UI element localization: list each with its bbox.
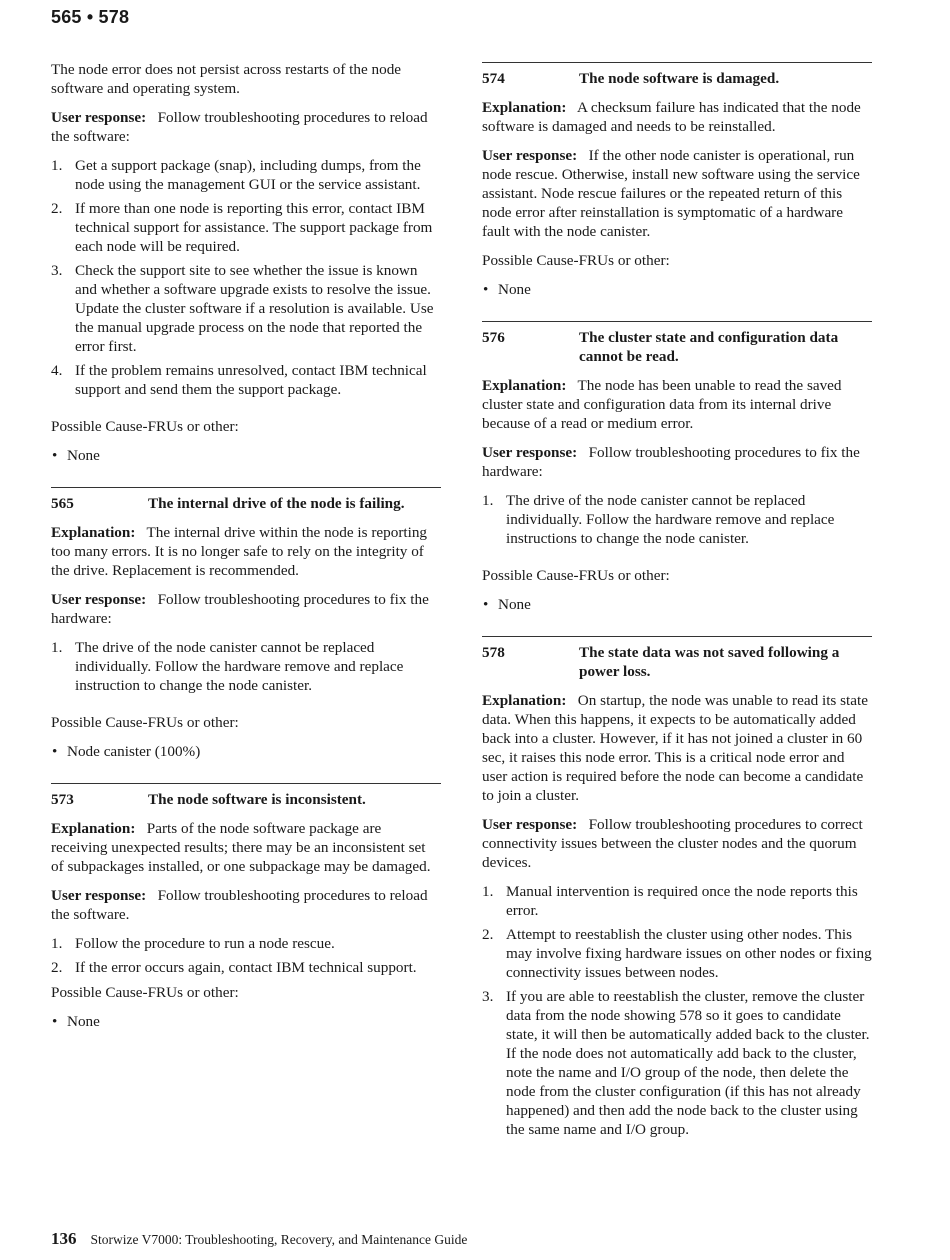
entry-code: 573 <box>51 791 74 808</box>
explanation: Explanation: The internal drive within the node is reporting too many errors. It is no longer safe to rely on the integrity of the drive. Replacement is recommended. <box>51 524 428 579</box>
steps-list <box>482 491 872 548</box>
entry-code: 565 <box>51 495 74 512</box>
user-response: User response: Follow troubleshooting procedures to reload the software. <box>51 887 428 923</box>
user-response: User response: Follow troubleshooting procedures to correct connectivity issues between the cluster nodes and the quorum devices. <box>482 816 863 871</box>
steps-list <box>51 934 441 977</box>
list-item: • None <box>483 281 531 298</box>
list-item: 2. Attempt to reestablish the cluster using other nodes. This may involve fixing hardware issues on other nodes or fixing connectivity issues between nodes. <box>482 926 872 981</box>
list-item: • Node canister (100%) <box>52 743 201 760</box>
left-column <box>51 60 441 1053</box>
list-item: 2. If more than one node is reporting this error, contact IBM technical support for assistance. The support package from each node will be required. <box>51 200 433 255</box>
entry-title: The node software is inconsistent. <box>148 791 366 808</box>
list-item: 1. The drive of the node canister cannot be replaced individually. Follow the hardware remove and replace instruction to change the node canister. <box>51 639 404 694</box>
entry-565-heading <box>51 487 441 513</box>
page-number: 136 <box>51 1229 77 1248</box>
user-response-label: User response: <box>51 109 147 126</box>
explanation: Explanation: Parts of the node software package are receiving unexpected results; there may be an inconsistent set of subpackages installed, or one subpackage may be damaged. <box>51 820 431 875</box>
list-item: 2. If the error occurs again, contact IBM technical support. <box>51 959 417 976</box>
entry-code: 574 <box>482 70 505 87</box>
possible-cause-label: Possible Cause-FRUs or other: <box>51 418 239 435</box>
steps-list <box>51 156 441 399</box>
entry-title: The cluster state and configuration data cannot be read. <box>579 329 839 365</box>
list-item: • None <box>52 447 100 464</box>
user-response: User response: Follow troubleshooting procedures to fix the hardware: <box>51 591 429 627</box>
page-footer <box>51 1229 467 1249</box>
user-response: User response: If the other node canister is operational, run node rescue. Otherwise, install new software using the service assistant. Node rescue failures or the repeated return of this node error after reinstallation is symptomatic of a hardware fault with the node canister. <box>482 147 860 240</box>
possible-cause-list <box>482 595 872 614</box>
right-column <box>482 62 872 1157</box>
possible-cause-label: Possible Cause-FRUs or other: <box>482 252 670 269</box>
possible-cause-list <box>51 742 441 761</box>
list-item: • None <box>52 1013 100 1030</box>
entry-573-heading <box>51 783 441 809</box>
possible-cause-list <box>482 280 872 299</box>
user-response: User response: Follow troubleshooting procedures to fix the hardware: <box>482 444 860 480</box>
list-item: 3. If you are able to reestablish the cluster, remove the cluster data from the node showing 578 so it goes to candidate state, it will then be automatically added back to the cluster. If the node does not automatically add back to the cluster, note the name and I/O group of the node, then delete the node from the cluster configuration (if this has not already happened) and then add the node back to the cluster using the same name and I/O group. <box>482 988 870 1138</box>
entry-576-heading <box>482 321 872 366</box>
book-title: Storwize V7000: Troubleshooting, Recovery, and Maintenance Guide <box>90 1232 468 1247</box>
steps-list <box>482 882 872 1139</box>
possible-cause-label: Possible Cause-FRUs or other: <box>482 567 670 584</box>
intro-paragraph: The node error does not persist across restarts of the node software and operating system. <box>51 61 402 97</box>
list-item: 1. Manual intervention is required once the node reports this error. <box>482 883 858 919</box>
running-head: 565 • 578 <box>51 7 130 27</box>
steps-list <box>51 638 441 695</box>
entry-574-heading <box>482 62 872 88</box>
explanation: Explanation: The node has been unable to read the saved cluster state and configuration data from its internal drive because of a read or medium error. <box>482 377 842 432</box>
list-item: • None <box>483 596 531 613</box>
entry-code: 578 <box>482 644 505 661</box>
entry-code: 576 <box>482 329 505 346</box>
list-item: 1. The drive of the node canister cannot be replaced individually. Follow the hardware remove and replace instructions to change the node canister. <box>482 492 835 547</box>
possible-cause-label: Possible Cause-FRUs or other: <box>51 714 239 731</box>
list-item: 4. If the problem remains unresolved, contact IBM technical support and send them the support package. <box>51 362 427 398</box>
possible-cause-label: Possible Cause-FRUs or other: <box>51 984 239 1001</box>
list-item: 1. Follow the procedure to run a node rescue. <box>51 935 335 952</box>
entry-title: The internal drive of the node is failing. <box>148 495 405 512</box>
explanation: Explanation: On startup, the node was unable to read its state data. When this happens, it expects to be automatically added back into a cluster. However, if it has not joined a cluster in 60 sec, it raises this node error. This is a critical node error and user action is required before the node can become a candidate to join a cluster. <box>482 692 868 804</box>
entry-title: The state data was not saved following a power loss. <box>579 644 840 680</box>
possible-cause-list <box>51 446 441 465</box>
list-item: 1. Get a support package (snap), including dumps, from the node using the management GUI or the service assistant. <box>51 157 421 193</box>
explanation: Explanation: A checksum failure has indicated that the node software is damaged and needs to be reinstalled. <box>482 99 861 135</box>
entry-title: The node software is damaged. <box>579 70 780 87</box>
user-response-text: Follow troubleshooting procedures to reload the software: <box>51 109 428 145</box>
user-response <box>51 108 441 146</box>
possible-cause-list <box>51 1012 441 1031</box>
list-item: 3. Check the support site to see whether the issue is known and whether a software upgrade exists to resolve the issue. Update the cluster software if a resolution is available. Use the manual upgrade process on the node that reported the error first. <box>51 262 434 355</box>
entry-578-heading <box>482 636 872 681</box>
